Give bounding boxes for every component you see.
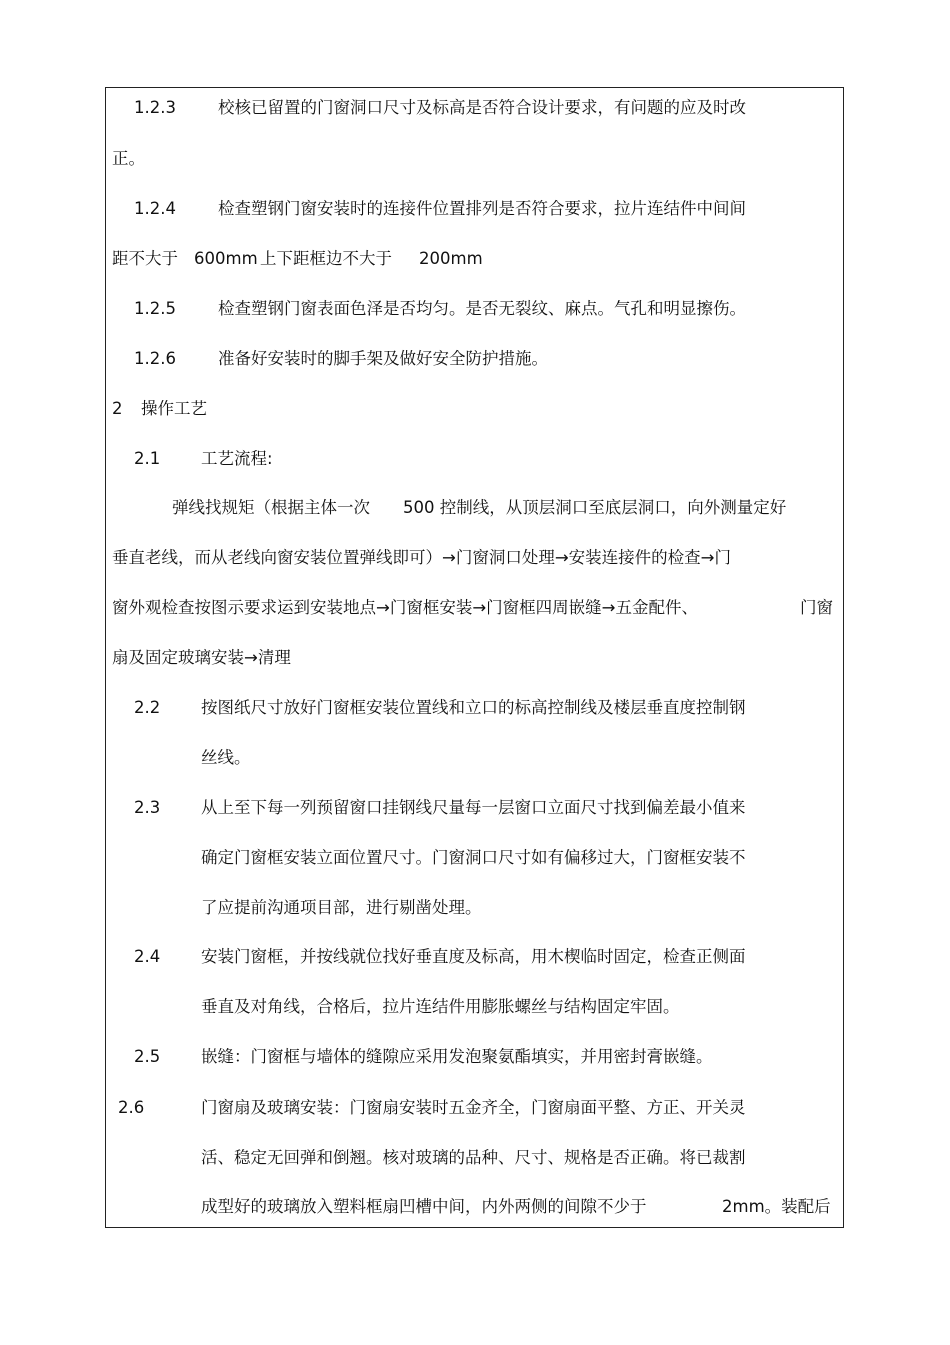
section-heading: 操作工艺: [141, 399, 207, 418]
paragraph-line: 嵌缝：门窗框与墙体的缝隙应采用发泡聚氨酯填实，并用密封膏嵌缝。: [201, 1047, 713, 1066]
paragraph-line: 距不大于: [112, 249, 178, 268]
paragraph-line: 门窗: [800, 598, 833, 617]
section-number: 1.2.5: [134, 299, 176, 318]
section-number: 2.6: [118, 1098, 145, 1117]
paragraph-line: 垂直及对角线，合格后，拉片连结件用膨胀螺丝与结构固定牢固。: [201, 997, 680, 1016]
paragraph-line: 安装门窗框，并按线就位找好垂直度及标高，用木楔临时固定，检查正侧面: [201, 947, 746, 966]
paragraph-line: 成型好的玻璃放入塑料框扇凹槽中间，内外两侧的间隙不少于: [201, 1197, 647, 1216]
paragraph-line: 检查塑钢门窗安装时的连接件位置排列是否符合要求，拉片连结件中间间: [218, 199, 746, 218]
paragraph-line: 按图纸尺寸放好门窗框安装位置线和立口的标高控制线及楼层垂直度控制钢: [201, 698, 746, 717]
section-number: 1.2.3: [134, 98, 176, 117]
section-number: 2: [112, 399, 123, 418]
section-number: 2.4: [134, 947, 161, 966]
section-number: 2.3: [134, 798, 161, 817]
paragraph-line: 确定门窗框安装立面位置尺寸。门窗洞口尺寸如有偏移过大，门窗框安装不: [201, 848, 746, 867]
paragraph-line: 500 控制线，从顶层洞口至底层洞口，向外测量定好: [403, 498, 787, 517]
paragraph-line: 活、稳定无回弹和倒翘。核对玻璃的品种、尺寸、规格是否正确。将已裁割: [201, 1148, 746, 1167]
paragraph-line: 丝线。: [201, 748, 251, 767]
paragraph-line: 了应提前沟通项目部，进行剔凿处理。: [201, 898, 482, 917]
paragraph-line: 200mm: [419, 249, 483, 268]
paragraph-line: 从上至下每一列预留窗口挂钢线尺量每一层窗口立面尺寸找到偏差最小值来: [201, 798, 746, 817]
paragraph-line: 2mm。装配后: [722, 1197, 831, 1216]
paragraph-line: 600mm: [194, 249, 258, 268]
section-number: 1.2.4: [134, 199, 176, 218]
paragraph-line: 弹线找规矩（根据主体一次: [172, 498, 370, 517]
paragraph-line: 检查塑钢门窗表面色泽是否均匀。是否无裂纹、麻点。气孔和明显擦伤。: [218, 299, 746, 318]
section-heading: 工艺流程:: [201, 449, 273, 468]
paragraph-line: 校核已留置的门窗洞口尺寸及标高是否符合设计要求，有问题的应及时改: [218, 98, 746, 117]
paragraph-line: 上下距框边不大于: [260, 249, 392, 268]
section-number: 2.2: [134, 698, 161, 717]
paragraph-line: 扇及固定玻璃安装→清理: [112, 648, 291, 667]
paragraph-line: 门窗扇及玻璃安装：门窗扇安装时五金齐全，门窗扇面平整、方正、开关灵: [201, 1098, 746, 1117]
paragraph-line: 窗外观检查按图示要求运到安装地点→门窗框安装→门窗框四周嵌缝→五金配件、: [112, 598, 698, 617]
paragraph-line: 正。: [112, 149, 145, 168]
section-number: 2.5: [134, 1047, 161, 1066]
section-number: 2.1: [134, 449, 161, 468]
paragraph-line: 垂直老线，而从老线向窗安装位置弹线即可）→门窗洞口处理→安装连接件的检查→门: [112, 548, 731, 567]
section-number: 1.2.6: [134, 349, 176, 368]
paragraph-line: 准备好安装时的脚手架及做好安全防护措施。: [218, 349, 548, 368]
